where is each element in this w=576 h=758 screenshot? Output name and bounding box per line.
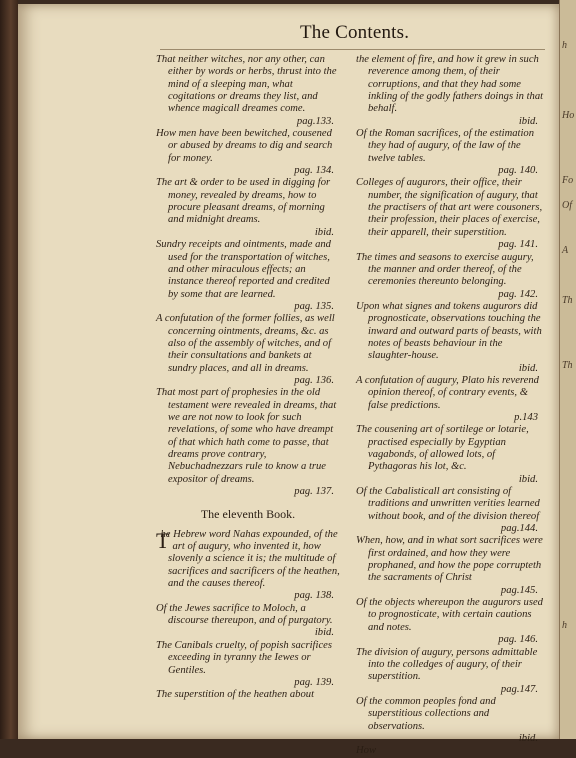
adjacent-page-fragment: Fo [562, 175, 574, 186]
contents-entry [356, 177, 544, 251]
contents-entry [156, 239, 340, 313]
adjacent-page-fragment: Of [562, 200, 572, 211]
entry-text: The superstition of the heathen about [156, 689, 315, 701]
contents-entry [356, 745, 544, 757]
entry-page-ref: pag.145. [500, 584, 538, 596]
adjacent-page-edge [559, 0, 576, 739]
entry-page-ref: pag.147. [500, 683, 538, 695]
contents-entry [356, 375, 544, 424]
entry-page-ref: pag. 136. [294, 374, 334, 386]
adjacent-page-fragment: A [562, 245, 569, 256]
contents-entry [356, 597, 544, 646]
entry-page-ref: pag. 146. [498, 634, 538, 646]
entry-text: How men have been bewitched, cousened or abused by dreams to dig and search for money. [156, 128, 333, 164]
contents-entry [356, 647, 544, 696]
entry-text: A confutation of augury, Plato his reverend opinion thereof, of contrary events, & false predictions. [356, 374, 539, 411]
book-cover-edge [0, 0, 18, 739]
entry-page-ref: ibid. [518, 732, 538, 744]
contents-entry [356, 128, 544, 177]
entry-text: The Canibals cruelty, of popish sacrifices exceeding in tyranny the Iewes or Gentiles. [156, 639, 332, 676]
contents-entry [156, 177, 340, 239]
contents-entry [356, 486, 544, 535]
adjacent-page-fragment: h [562, 40, 567, 51]
entry-text: Colleges of augurors, their office, their number, the signification of augury, that the practisers of that art were cousoners, their profession, their places of exercise, their apparell, their superstition. [356, 177, 543, 238]
entry-page-ref: pag. 142. [498, 288, 538, 300]
contents-entry [156, 529, 340, 603]
contents-entry [156, 313, 340, 387]
section-title: The eleventh Book. [200, 507, 296, 522]
entry-page-ref: ibid. [518, 115, 538, 127]
header-rule [160, 49, 545, 50]
entry-page-ref: pag. 134. [294, 165, 334, 177]
left-column [156, 54, 340, 702]
entry-text: The division of augury, persons admittable into the colledges of augury, of their superstition. [356, 646, 538, 683]
contents-entry [156, 387, 340, 498]
contents-entry [156, 640, 340, 689]
contents-entry [356, 252, 544, 301]
left-column-entries [156, 54, 340, 498]
page-title: The Contents. [300, 22, 410, 43]
entry-text: he Hebrew word Nahas expounded, of the art of augury, who invented it, how slovenly a science it is; the multitude of sacrifices and sacrificers of the heathen, and the causes thereof. [160, 528, 340, 590]
entry-page-ref: p.143 [514, 411, 538, 423]
entry-page-ref: pag. 138. [294, 590, 334, 602]
contents-entry [356, 535, 544, 597]
entry-text: Of the Jewes sacrifice to Moloch, a discourse thereupon, and of purgatory. [156, 602, 333, 627]
entry-text: The cousening art of sortilege or lotarie, practised especially by Egyptian vagabonds, of allowed lots, of Pythagoras his lot, &c. [356, 424, 529, 473]
right-column [356, 54, 544, 758]
entry-text: the element of fire, and how it grew in such reverence among them, of their corruptions, and that they had some inkling of the godly fathers doings in that behalf. [356, 54, 544, 115]
entry-text: Of the common peoples fond and superstitious collections and observations. [356, 695, 496, 732]
entry-text: Of the Cabalisticall art consisting of traditions and unwritten verities learned without book, and of the division thereof [356, 486, 540, 522]
entry-text: When, how, and in what sort sacrifices were first ordained, and how they were prophaned, and how the pope corrupteth the sacraments of Christ [356, 535, 543, 584]
entry-text: Of the Roman sacrifices, of the estimation they had of augury, of the law of the twelve tables. [356, 128, 535, 164]
entry-page-ref: ibid. [518, 473, 538, 485]
contents-entry [356, 54, 544, 128]
contents-entry [356, 301, 544, 375]
entry-page-ref: pag.144. [500, 523, 538, 535]
contents-entry [356, 424, 544, 486]
entry-text: Of the objects whereupon the augurors used to prognosticate, with certain cautions and notes. [356, 597, 543, 633]
entry-page-ref: pag.133. [296, 115, 334, 127]
contents-entry [156, 128, 340, 177]
entry-page-ref: ibid. [314, 627, 334, 639]
entry-text: How [356, 745, 377, 757]
drop-cap-letter: T [156, 527, 170, 553]
entry-page-ref: pag. 141. [498, 239, 538, 251]
left-column-entries-bottom [156, 529, 340, 702]
contents-entry [156, 603, 340, 640]
entry-text: That most part of prophesies in the old testament were revealed in dreams, that we are not now to look for such revelations, of some who have dreampt of that which hath come to passe, that dreams prove contrary, Nebuchadnezzars rule to know a true expositor of dreams. [156, 387, 337, 485]
entry-page-ref: pag. 135. [294, 300, 334, 312]
entry-page-ref: ibid. [518, 362, 538, 374]
entry-page-ref: pag. 140. [498, 165, 538, 177]
right-column-entries [356, 54, 544, 758]
entry-text: Upon what signes and tokens augurors did prognosticate, observations touching the inward and outward parts of beasts, with notes of beasts behaviour in the slaughter-house. [356, 300, 542, 362]
entry-page-ref: pag. 139. [294, 676, 334, 688]
adjacent-page-fragment: Ho [562, 110, 575, 121]
entry-page-ref: pag. 137. [294, 486, 334, 498]
entry-text: A confutation of the former follies, as well concerning ointments, dreams, &c. as also of the assembly of witches, and of their consultations and bankets at sundry places, and all in dreams. [156, 313, 335, 374]
contents-entry [356, 696, 544, 745]
adjacent-page-fragment: h [562, 620, 567, 631]
contents-entry [156, 54, 340, 128]
entry-text: The art & order to be used in digging for money, revealed by dreams, how to procure pleasant dreams, of morning and midnight dreams. [156, 177, 331, 226]
entry-text: That neither witches, nor any other, can either by words or herbs, thrust into the mind of a sleeping man, what cogitations or dreams they list, and whence magicall dreames come. [156, 54, 337, 115]
entry-page-ref: ibid. [314, 226, 334, 238]
adjacent-page-fragment: Th [562, 360, 573, 371]
entry-text: The times and seasons to exercise augury, the manner and order thereof, of the ceremonies thereunto belonging. [356, 251, 534, 288]
contents-entry [156, 689, 340, 701]
entry-text: Sundry receipts and ointments, made and used for the transportation of witches, and other miraculous effects; an instance thereof reported and credited by some that are learned. [156, 239, 331, 300]
adjacent-page-fragment: Th [562, 295, 573, 306]
